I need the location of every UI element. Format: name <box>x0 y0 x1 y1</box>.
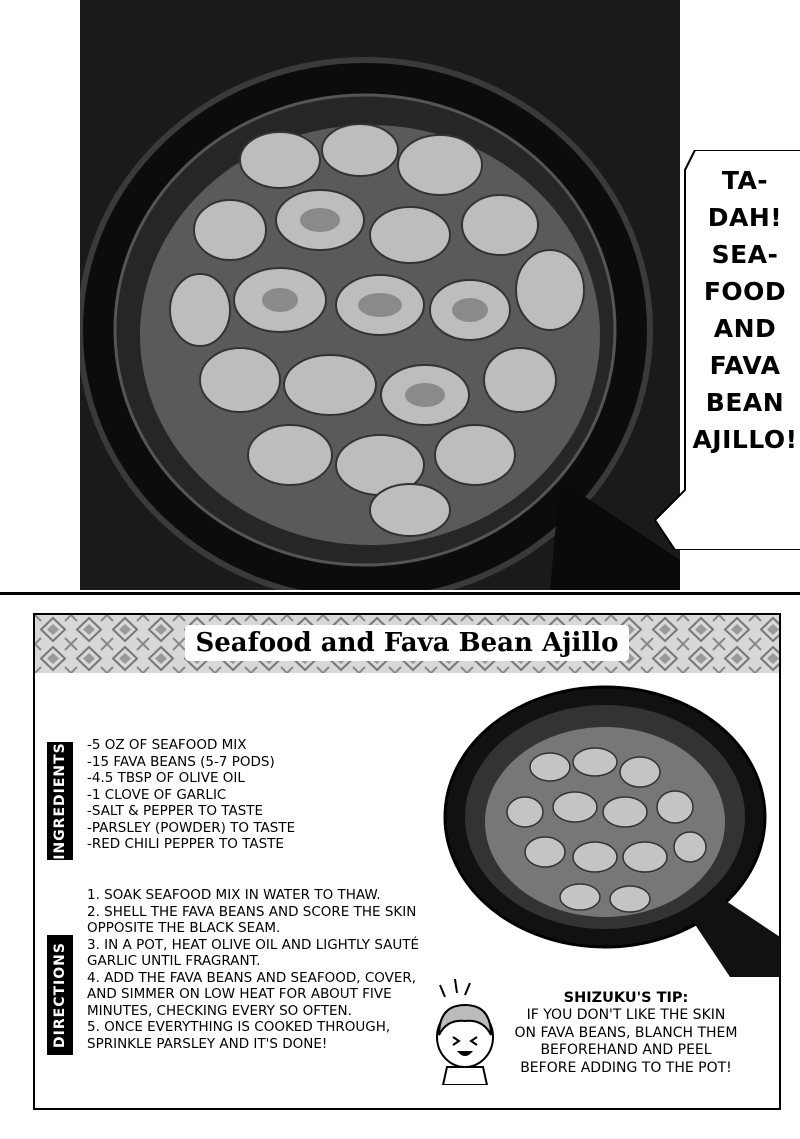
skillet-photo <box>80 0 680 590</box>
ingredient-item: -15 FAVA BEANS (5-7 PODS) <box>87 753 275 770</box>
ingredient-item: -4.5 TBSP OF OLIVE OIL <box>87 770 245 786</box>
speech-line: SEA- <box>711 240 779 269</box>
tip-line: ON FAVA BEANS, BLANCH THEM <box>514 1024 738 1041</box>
small-skillet-photo <box>430 677 780 977</box>
ingredient-item: -1 CLOVE OF GARLIC <box>87 786 227 803</box>
direction-step: 2. SHELL THE FAVA BEANS AND SCORE THE SKIN OPPOSITE THE BLACK SEAM. <box>87 903 417 936</box>
ingredient-item: -SALT & PEPPER TO TASTE <box>87 803 264 819</box>
tip-line: IF YOU DON'T LIKE THE SKIN <box>526 1007 726 1023</box>
directions-label <box>47 935 73 1055</box>
ingredients-list <box>87 737 295 853</box>
recipe-card <box>33 613 781 1110</box>
ingredients-label-text: INGREDIENTS <box>52 742 68 860</box>
tip-line: BEFORE ADDING TO THE POT! <box>520 1059 732 1076</box>
direction-step: 1. SOAK SEAFOOD MIX IN WATER TO THAW. <box>87 887 381 903</box>
shizuku-chibi-icon <box>425 975 505 1085</box>
direction-step: 3. IN A POT, HEAT OLIVE OIL AND LIGHTLY SAUTÉ GARLIC UNTIL FRAGRANT. <box>87 936 420 969</box>
speech-line: AND <box>713 314 777 343</box>
ingredient-item: -5 OZ OF SEAFOOD MIX <box>87 737 247 753</box>
direction-step: 4. ADD THE FAVA BEANS AND SEAFOOD, COVER, AND SIMMER ON LOW HEAT FOR ABOUT FIVE MINUTES, CHECKING EVERY SO OFTEN. <box>87 969 417 1019</box>
directions-label-text: DIRECTIONS <box>52 942 68 1048</box>
speech-line: AJILLO! <box>692 425 798 454</box>
recipe-title: Seafood and Fava Bean Ajillo <box>185 625 629 661</box>
tip-title: SHIZUKU'S TIP: <box>563 990 689 1006</box>
panel-divider <box>0 592 800 595</box>
speech-line: FAVA <box>709 351 781 380</box>
speech-line: FOOD <box>703 277 787 306</box>
speech-line: TA-DAH! <box>707 166 783 232</box>
tip-box <box>501 989 751 1077</box>
speech-line: BEAN <box>705 388 785 417</box>
speech-bubble-text <box>690 162 800 458</box>
ingredient-item: -PARSLEY (POWDER) TO TASTE <box>87 819 296 836</box>
directions-list <box>87 887 427 1052</box>
ingredients-label <box>47 742 73 860</box>
ingredient-item: -RED CHILI PEPPER TO TASTE <box>87 836 284 852</box>
tip-line: BEFOREHAND AND PEEL <box>540 1042 712 1058</box>
skillet-illustration <box>80 0 680 590</box>
nordic-pattern-band <box>35 615 779 673</box>
direction-step: 5. ONCE EVERYTHING IS COOKED THROUGH, SPRINKLE PARSLEY AND IT'S DONE! <box>87 1019 391 1052</box>
